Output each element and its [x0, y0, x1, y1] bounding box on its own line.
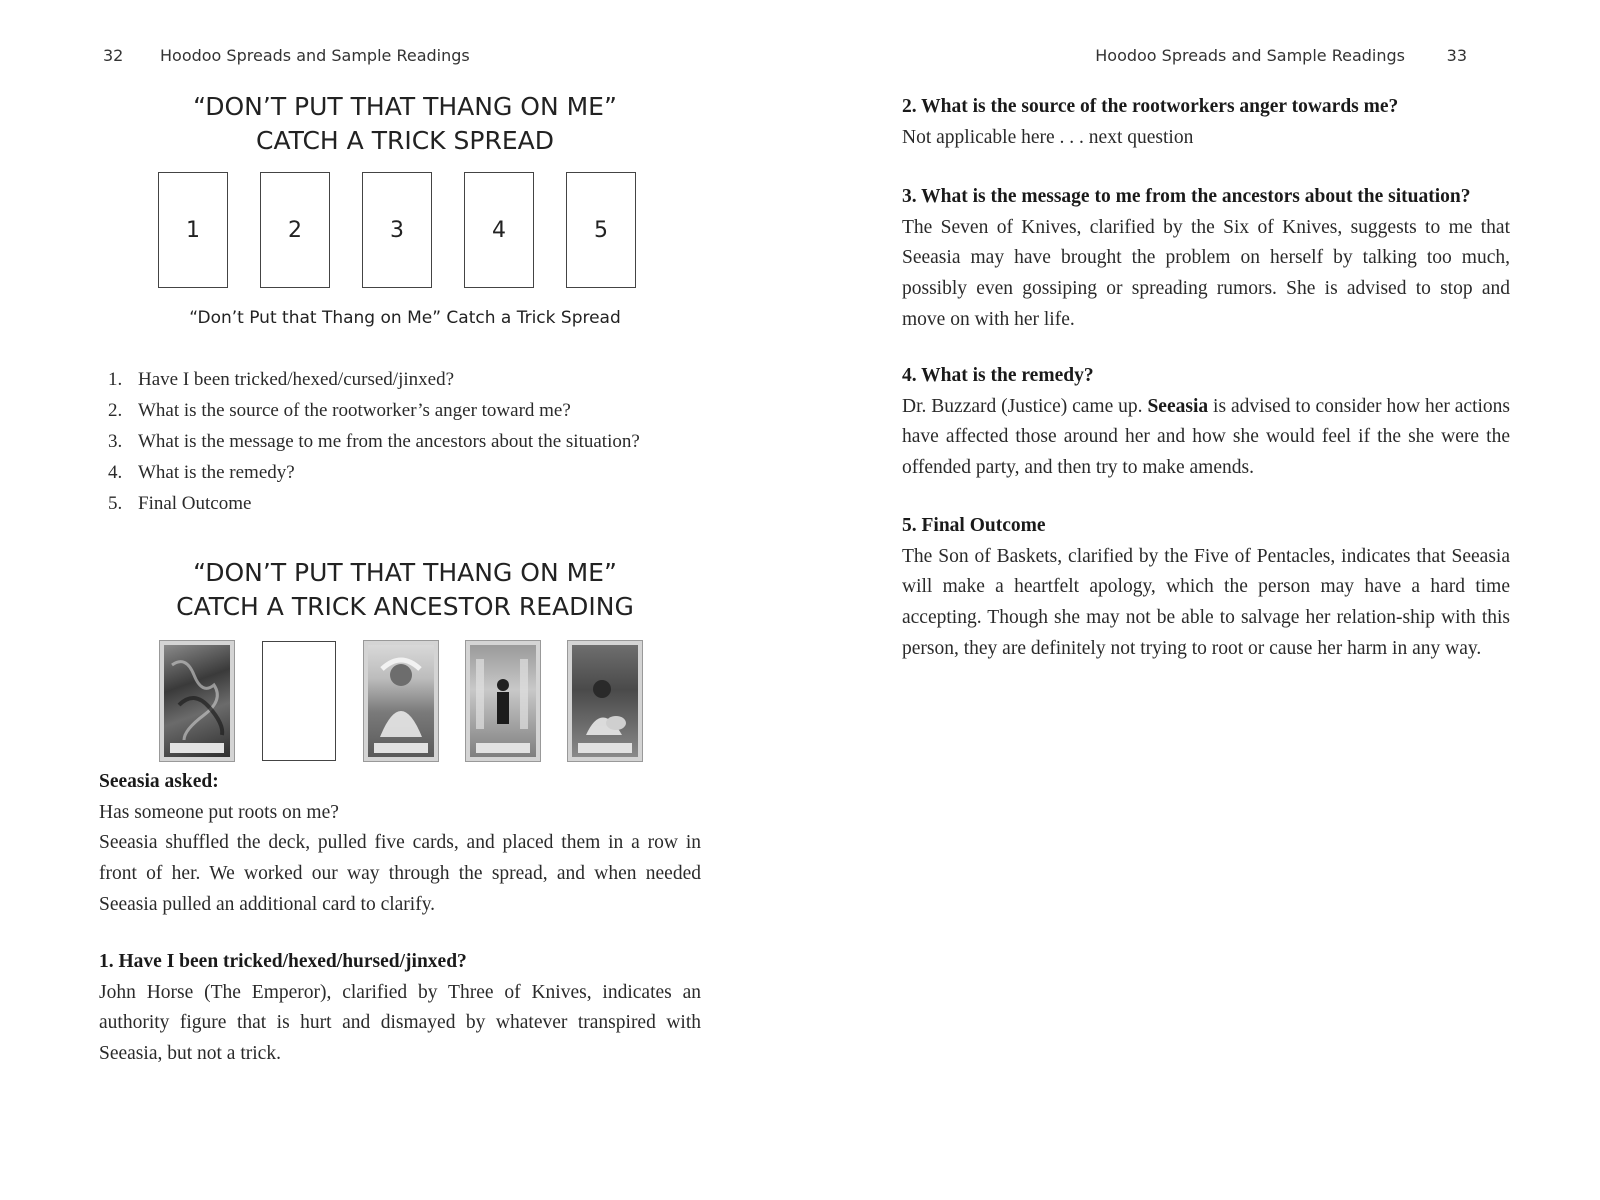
- list-item: 1. Have I been tricked/hexed/cursed/jinxed?: [108, 369, 454, 390]
- spread-title-line-2: CATCH A TRICK SPREAD: [256, 126, 554, 155]
- blank-card: [262, 641, 336, 761]
- spread-caption: “Don’t Put that Thang on Me” Catch a Trick Spread: [189, 308, 621, 328]
- question-1-heading: 1. Have I been tricked/hexed/hursed/jinxed?: [99, 951, 467, 972]
- reading-cards: [160, 641, 660, 765]
- running-header-title: Hoodoo Spreads and Sample Readings: [1095, 46, 1405, 65]
- spread-layout: [158, 172, 678, 290]
- asked-heading: Seeasia asked:: [99, 771, 219, 792]
- reading-title: [100, 556, 710, 624]
- answer-2: [902, 92, 1510, 153]
- reading-title-line-1: “DON’T PUT THAT THANG ON ME”: [193, 558, 617, 587]
- spread-title-line-1: “DON’T PUT THAT THANG ON ME”: [193, 92, 617, 121]
- answer-3: [902, 182, 1510, 336]
- question-2-heading: 2. What is the source of the rootworkers anger towards me?: [902, 96, 1399, 117]
- list-item: 5. Final Outcome: [108, 493, 252, 514]
- spread-questions: [108, 364, 640, 519]
- list-item: 4. What is the remedy?: [108, 462, 295, 483]
- question-1-answer: John Horse (The Emperor), clarified by Three of Knives, indicates an authority figure that is hurt and dismayed by whatever transpired with Seeasia, but not a trick.: [99, 981, 701, 1065]
- question-4-heading: 4. What is the remedy?: [902, 365, 1094, 386]
- answer-5: [902, 511, 1510, 665]
- left-page: [0, 0, 780, 1200]
- question-3-heading: 3. What is the message to me from the ancestors about the situation?: [902, 186, 1471, 207]
- card-slot: 2: [260, 172, 330, 288]
- tarot-card-son-of-baskets-icon: [568, 641, 642, 761]
- asked-question: Has someone put roots on me?: [99, 801, 339, 823]
- question-5-answer: The Son of Baskets, clarified by the Five of Pentacles, indicates that Seeasia will make a heartfelt apology, which the person may have a hard time accepting. Though she may not be able to salvage her relation-ship with this person, they are definitely not trying to root or cause her harm in any way.: [902, 545, 1510, 659]
- reading-intro: [99, 767, 701, 921]
- question-5-heading: 5. Final Outcome: [902, 515, 1046, 536]
- list-item: 3. What is the message to me from the ancestors about the situation?: [108, 431, 640, 452]
- querent-name: Seeasia: [1147, 395, 1209, 417]
- tarot-card-john-horse-icon: [160, 641, 234, 761]
- list-item: 2. What is the source of the rootworker’s anger toward me?: [108, 400, 571, 421]
- answer-1: [99, 947, 701, 1070]
- card-slot: 4: [464, 172, 534, 288]
- intro-paragraph: Seeasia shuffled the deck, pulled five cards, and placed them in a row in front of her. We worked our way through the spread, and when needed Seeasia pulled an additional card to clarify.: [99, 832, 701, 915]
- page-number: 32: [103, 46, 124, 65]
- question-4-answer: Dr. Buzzard (Justice) came up. Seeasia is advised to consider how her actions have affected those around her and how she would feel if the she were the offended party, and then try to make amends.: [902, 395, 1510, 479]
- question-3-answer: The Seven of Knives, clarified by the Six of Knives, suggests to me that Seeasia may have brought the problem on herself by talking too much, possibly even gossiping or spreading rumors. She is advised to stop and move on with her life.: [902, 216, 1510, 330]
- spread-title: [100, 90, 710, 158]
- card-slot: 1: [158, 172, 228, 288]
- tarot-card-queen-icon: [364, 641, 438, 761]
- reading-title-line-2: CATCH A TRICK ANCESTOR READING: [176, 592, 634, 621]
- card-slot: 5: [566, 172, 636, 288]
- page-number: 33: [1446, 46, 1467, 65]
- tarot-card-dr-buzzard-icon: [466, 641, 540, 761]
- answer-4: [902, 361, 1510, 484]
- question-2-answer: Not applicable here . . . next question: [902, 126, 1194, 148]
- card-slot: 3: [362, 172, 432, 288]
- running-header-title: Hoodoo Spreads and Sample Readings: [160, 46, 470, 65]
- right-page: [800, 0, 1600, 1200]
